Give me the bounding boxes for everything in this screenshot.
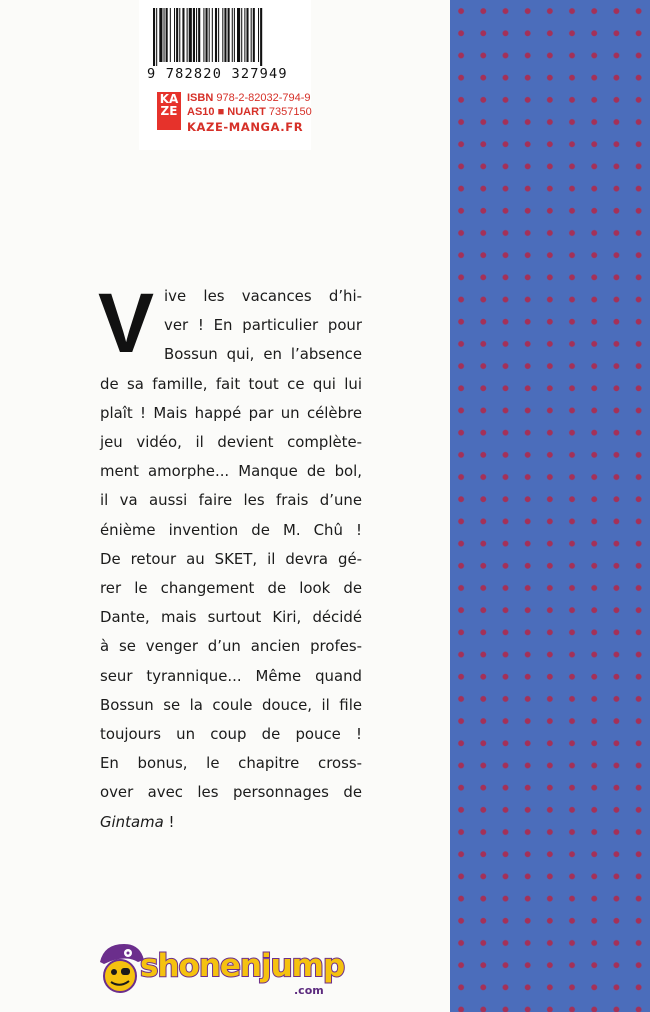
isbn-line	[187, 92, 311, 104]
barcode-icon	[153, 8, 301, 66]
synopsis-line: over avec les personnages de	[100, 783, 362, 802]
series-title: Gintama	[100, 812, 164, 831]
synopsis-last-tail: !	[163, 812, 175, 831]
synopsis-line: il va aussi faire les frais d’une	[100, 491, 362, 510]
synopsis-line: seur tyrannique... Même quand	[100, 666, 362, 685]
synopsis-last-line	[100, 808, 362, 837]
nuart-label: NUART	[227, 106, 266, 118]
nuart-value: 7357150	[268, 106, 312, 118]
barcode-number: 9 782820 327949	[147, 66, 288, 82]
synopsis-line: de sa famille, fait tout ce qui lui	[100, 374, 362, 393]
synopsis-line: ment amorphe... Manque de bol,	[100, 462, 362, 481]
synopsis-line: ive les vacances d’hi-	[164, 287, 362, 305]
shonenjump-wordmark: shonenjump	[140, 948, 345, 984]
synopsis-line: Dante, mais surtout Kiri, décidé	[100, 608, 362, 627]
code-label: AS10	[187, 106, 215, 118]
synopsis-line: toujours un coup de pouce !	[100, 725, 362, 744]
synopsis-line: Bossun se la coule douce, il file	[100, 695, 362, 714]
synopsis-line: De retour au SKET, il devra gé-	[100, 549, 362, 568]
synopsis-line: énième invention de M. Chû !	[100, 520, 362, 539]
code-line: AS10 ■ NUART 7357150	[187, 106, 312, 118]
isbn-value: 978-2-82032-794-9	[216, 92, 311, 104]
synopsis-line: à se venger d’un ancien profes-	[100, 637, 362, 656]
shonenjump-logo	[94, 940, 364, 1002]
shonenjump-domain: .com	[294, 984, 324, 997]
kaze-logo: KA ZE	[157, 92, 181, 130]
drop-cap: V	[98, 276, 155, 370]
synopsis-text	[98, 276, 362, 837]
polka-dot-panel	[450, 0, 650, 1012]
synopsis-line: rer le changement de look de	[100, 579, 362, 598]
synopsis-line: ver ! En particulier pour	[164, 316, 362, 335]
synopsis-line: plaît ! Mais happé par un célèbre	[100, 403, 362, 422]
synopsis-line: jeu vidéo, il devient complète-	[100, 433, 362, 452]
synopsis-line: Bossun qui, en l’absence	[164, 345, 362, 364]
synopsis-line: En bonus, le chapitre cross-	[100, 754, 362, 773]
isbn-label: ISBN	[187, 92, 214, 104]
publisher-url: KAZE-MANGA.FR	[187, 120, 304, 134]
